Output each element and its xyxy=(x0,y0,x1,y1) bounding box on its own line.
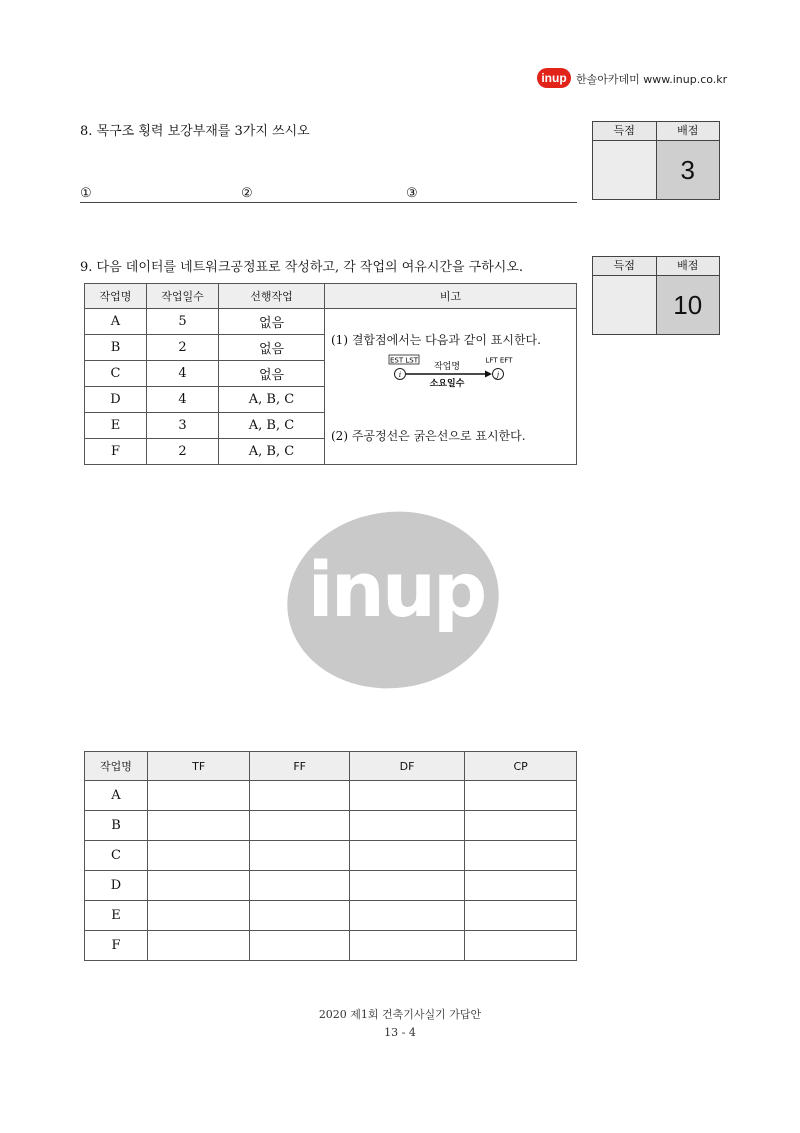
cell: D xyxy=(85,387,147,413)
arrow-head xyxy=(485,371,492,378)
cell: 없음 xyxy=(219,361,325,387)
q8-points-value: 3 xyxy=(657,141,720,199)
answer-cell[interactable] xyxy=(250,841,350,871)
col-header: 선행작업 xyxy=(219,284,325,309)
table-row xyxy=(85,781,577,811)
col-header: 작업명 xyxy=(85,284,147,309)
q9-title: 9. 다음 데이터를 네트워크공정표로 작성하고, 각 작업의 여유시간을 구하시오. xyxy=(80,260,524,275)
col-header: 작업명 xyxy=(85,752,148,781)
table-row xyxy=(85,871,577,901)
answer-cell[interactable] xyxy=(148,781,250,811)
task-cell: C xyxy=(85,841,148,871)
footer-title: 2020 제1회 건축기사실기 가답안 xyxy=(318,1008,482,1021)
cell: A, B, C xyxy=(219,387,325,413)
answer-cell[interactable] xyxy=(465,781,577,811)
watermark-logo: inup xyxy=(307,545,485,634)
answer-cell[interactable] xyxy=(465,811,577,841)
q8-answer-line xyxy=(80,202,577,203)
q9-answer-table xyxy=(84,751,577,961)
answer-cell[interactable] xyxy=(465,871,577,901)
q9-got-field[interactable] xyxy=(593,276,657,334)
q9-got-label: 득점 xyxy=(593,257,657,275)
answer-cell[interactable] xyxy=(349,931,464,961)
cell: C xyxy=(85,361,147,387)
answer-cell[interactable] xyxy=(148,811,250,841)
task-name-label: 작업명 xyxy=(433,362,461,372)
answer-cell[interactable] xyxy=(349,871,464,901)
cell: A, B, C xyxy=(219,413,325,439)
q8-score-box xyxy=(592,121,720,200)
q9-points-value: 10 xyxy=(657,276,720,334)
cell: 5 xyxy=(147,309,219,335)
cell: 3 xyxy=(147,413,219,439)
answer-cell[interactable] xyxy=(250,811,350,841)
answer-cell[interactable] xyxy=(148,841,250,871)
q8-points-label: 배점 xyxy=(657,122,720,140)
table-row xyxy=(85,931,577,961)
task-cell: F xyxy=(85,931,148,961)
q8-title: 8. 목구조 횡력 보강부재를 3가지 쓰시오 xyxy=(80,124,310,139)
table-row xyxy=(85,841,577,871)
answer-cell[interactable] xyxy=(349,781,464,811)
q8-blank-1: ① xyxy=(80,186,92,201)
col-header: 비고 xyxy=(325,284,577,309)
brand-text: 한솔아카데미 www.inup.co.kr xyxy=(576,73,728,86)
note-cell xyxy=(325,309,577,465)
col-header: 작업일수 xyxy=(147,284,219,309)
answer-cell[interactable] xyxy=(465,901,577,931)
q8-got-label: 득점 xyxy=(593,122,657,140)
note-2: (2) 주공정선은 굵은선으로 표시한다. xyxy=(331,429,526,443)
answer-cell[interactable] xyxy=(465,931,577,961)
answer-cell[interactable] xyxy=(349,811,464,841)
q8-got-field[interactable] xyxy=(593,141,657,199)
cell: B xyxy=(85,335,147,361)
cell: 4 xyxy=(147,387,219,413)
answer-cell[interactable] xyxy=(148,931,250,961)
node-notation-diagram xyxy=(381,353,531,395)
cell: 2 xyxy=(147,439,219,465)
col-header: CP xyxy=(465,752,577,781)
col-header: FF xyxy=(250,752,350,781)
answer-cell[interactable] xyxy=(250,931,350,961)
cell: F xyxy=(85,439,147,465)
q9-score-box xyxy=(592,256,720,335)
answer-cell[interactable] xyxy=(349,901,464,931)
node-i-label: i xyxy=(398,371,402,379)
table-row xyxy=(85,901,577,931)
q8-blank-3: ③ xyxy=(406,186,418,201)
task-cell: D xyxy=(85,871,148,901)
answer-cell[interactable] xyxy=(250,901,350,931)
cell: A xyxy=(85,309,147,335)
answer-cell[interactable] xyxy=(148,901,250,931)
est-lst-label: EST LST xyxy=(390,356,418,365)
table-row xyxy=(85,309,577,335)
cell: 4 xyxy=(147,361,219,387)
page-number: 13 - 4 xyxy=(384,1026,416,1039)
cell: E xyxy=(85,413,147,439)
inup-logo: inup xyxy=(537,68,571,88)
col-header: DF xyxy=(349,752,464,781)
cell: A, B, C xyxy=(219,439,325,465)
q9-data-table xyxy=(84,283,577,465)
answer-cell[interactable] xyxy=(148,871,250,901)
note-1: (1) 결합점에서는 다음과 같이 표시한다. xyxy=(331,333,541,347)
lft-eft-label: LFT EFT xyxy=(485,356,513,365)
task-cell: B xyxy=(85,811,148,841)
table-row xyxy=(85,811,577,841)
answer-cell[interactable] xyxy=(465,841,577,871)
answer-cell[interactable] xyxy=(250,781,350,811)
cell: 없음 xyxy=(219,309,325,335)
node-j-label: j xyxy=(496,371,500,379)
task-cell: A xyxy=(85,781,148,811)
q9-points-label: 배점 xyxy=(657,257,720,275)
task-cell: E xyxy=(85,901,148,931)
cell: 2 xyxy=(147,335,219,361)
duration-label: 소요일수 xyxy=(429,379,465,389)
q8-blank-2: ② xyxy=(241,186,253,201)
col-header: TF xyxy=(148,752,250,781)
answer-cell[interactable] xyxy=(349,841,464,871)
cell: 없음 xyxy=(219,335,325,361)
answer-cell[interactable] xyxy=(250,871,350,901)
